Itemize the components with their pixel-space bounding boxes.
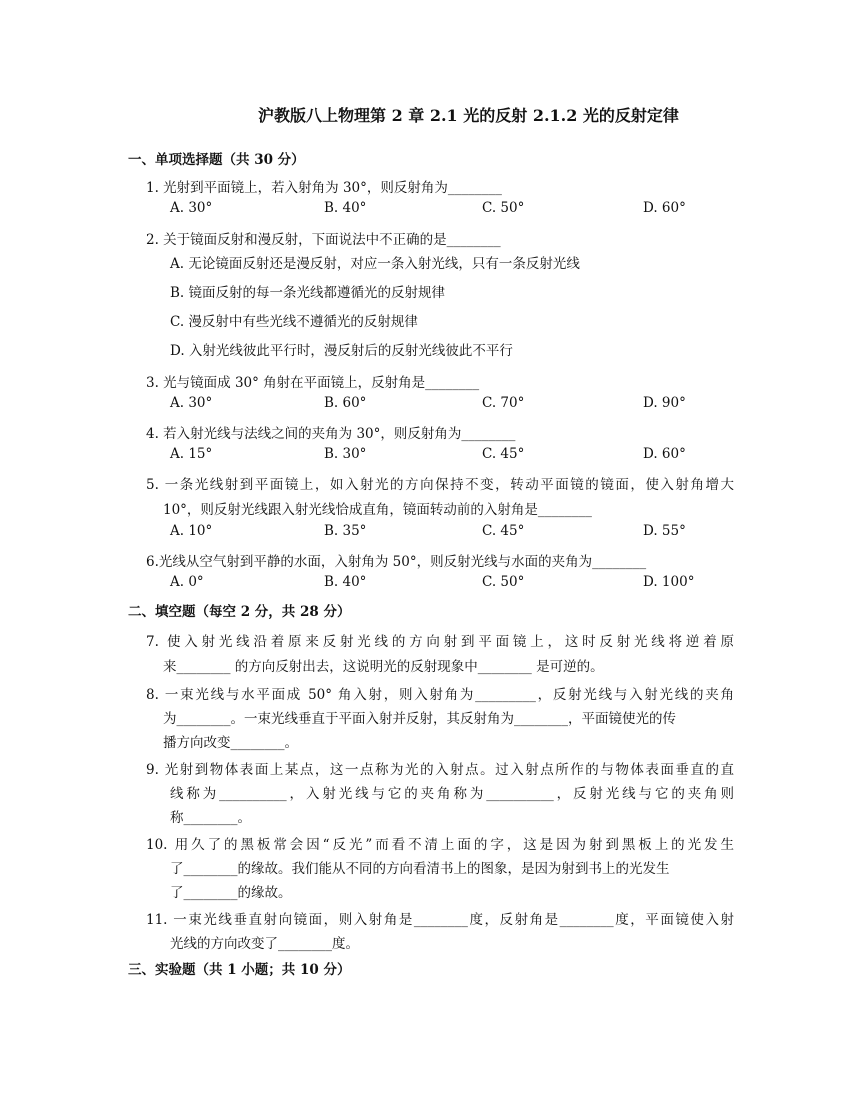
question-2-option-c: C. 漫反射中有些光线不遵循光的反射规律 [170, 314, 418, 330]
question-2-stem: 2. 关于镜面反射和漫反射，下面说法中不正确的是________ [146, 232, 501, 248]
question-7-line-1: 7. 使入射光线沿着原来反射光线的方向射到平面镜上，这时反射光线将逆着原 [146, 634, 734, 650]
section-heading-experiment: 三、实验题（共 1 小题；共 10 分） [128, 962, 351, 978]
question-2-option-d: D. 入射光线彼此平行时，漫反射后的反射光线彼此不平行 [170, 343, 513, 359]
question-1-stem: 1. 光射到平面镜上，若入射角为 30°，则反射角为________ [146, 180, 502, 196]
question-1-option-a: A. 30° [170, 200, 213, 216]
question-9-line-1: 9. 光射到物体表面上某点，这一点称为光的入射点。过入射点所作的与物体表面垂直的直 [146, 762, 734, 778]
question-7-line-2: 来________ 的方向反射出去，这说明光的反射现象中________ 是可逆的。 [163, 659, 604, 675]
question-5-option-c: C. 45° [482, 523, 525, 539]
question-3-option-d: D. 90° [643, 395, 686, 411]
question-5-stem-line-2: 10°，则反射光线跟入射光线恰成直角，镜面转动前的入射角是________ [163, 502, 592, 518]
question-3-option-b: B. 60° [324, 395, 367, 411]
question-10-line-2: 了________的缘故。我们能从不同的方向看清书上的图象，是因为射到书上的光发生 [170, 861, 670, 877]
question-6-option-a: A. 0° [170, 574, 204, 590]
question-6-option-b: B. 40° [324, 574, 367, 590]
question-5-option-b: B. 35° [324, 523, 367, 539]
section-heading-multiple-choice: 一、单项选择题（共 30 分） [128, 152, 305, 168]
section-heading-fill-in: 二、填空题（每空 2 分，共 28 分） [128, 604, 351, 620]
question-9-line-3: 称________。 [170, 810, 251, 826]
question-8-line-1: 8. 一束光线与水平面成 50° 角入射，则入射角为_________，反射光线与入射光线的夹角 [146, 687, 734, 703]
question-1-option-b: B. 40° [324, 200, 367, 216]
question-6-option-d: D. 100° [643, 574, 695, 590]
question-5-option-a: A. 10° [170, 523, 213, 539]
question-3-option-a: A. 30° [170, 395, 213, 411]
question-10-line-1: 10. 用久了的黑板常会因“反光”而看不清上面的字，这是因为射到黑板上的光发生 [146, 837, 734, 853]
question-10-line-3: 了________的缘故。 [170, 885, 292, 901]
question-3-option-c: C. 70° [482, 395, 525, 411]
question-4-option-c: C. 45° [482, 446, 525, 462]
question-11-line-1: 11. 一束光线垂直射向镜面，则入射角是________度，反射角是________度，平面镜使入射 [146, 912, 734, 928]
question-2-option-b: B. 镜面反射的每一条光线都遵循光的反射规律 [170, 285, 446, 301]
question-4-option-b: B. 30° [324, 446, 367, 462]
question-4-option-a: A. 15° [170, 446, 213, 462]
question-2-option-a: A. 无论镜面反射还是漫反射，对应一条入射光线，只有一条反射光线 [170, 256, 580, 272]
question-8-line-3: 播方向改变________。 [163, 735, 298, 751]
question-3-stem: 3. 光与镜面成 30° 角射在平面镜上，反射角是________ [146, 375, 480, 391]
question-5-option-d: D. 55° [643, 523, 686, 539]
question-8-line-2: 为________。一束光线垂直于平面入射并反射，其反射角为________，平面镜使光的传 [163, 711, 676, 727]
question-9-line-2: 线称为__________，入射光线与它的夹角称为__________，反射光线与它的夹角则 [170, 786, 734, 802]
question-1-option-d: D. 60° [643, 200, 686, 216]
question-4-stem: 4. 若入射光线与法线之间的夹角为 30°，则反射角为________ [146, 426, 516, 442]
question-6-stem: 6.光线从空气射到平静的水面，入射角为 50°，则反射光线与水面的夹角为________ [146, 554, 647, 570]
question-6-option-c: C. 50° [482, 574, 525, 590]
question-5-stem-line-1: 5. 一条光线射到平面镜上，如入射光的方向保持不变，转动平面镜的镜面，使入射角增大 [146, 477, 734, 493]
question-4-option-d: D. 60° [643, 446, 686, 462]
question-1-option-c: C. 50° [482, 200, 525, 216]
page-title: 沪教版八上物理第 2 章 2.1 光的反射 2.1.2 光的反射定律 [258, 106, 679, 125]
question-11-line-2: 光线的方向改变了________度。 [170, 936, 359, 952]
